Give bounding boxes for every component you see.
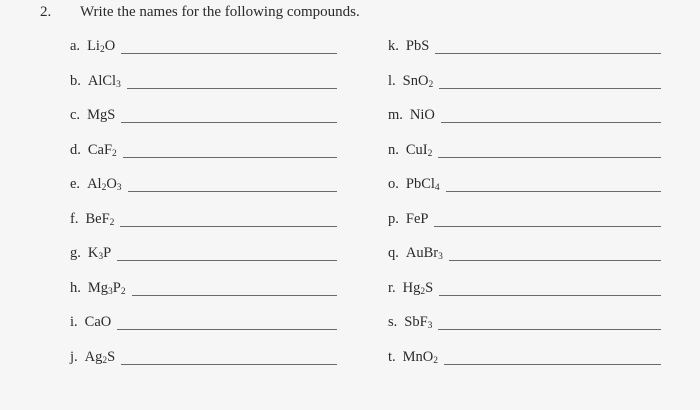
item-letter: a. [70,38,81,54]
compound-item [388,349,438,366]
compound-formula: $Mg_3P_2$ [87,279,126,297]
item-letter: j. [70,348,78,365]
item-letter: c. [70,107,81,123]
compound-item [388,107,435,124]
answer-blank-line[interactable] [117,260,337,261]
compound-item [70,211,114,228]
compound-formula: AuBr$_3$ [405,245,443,262]
compound-item [70,73,121,90]
answer-blank-line[interactable] [120,226,337,227]
answer-blank-line[interactable] [449,260,661,261]
compound-item [388,176,440,193]
question-number: 2. [40,4,52,20]
compound-item [70,280,126,297]
item-letter: d. [70,141,81,158]
item-letter: r. [388,279,396,296]
answer-blank-line[interactable] [438,329,661,330]
compound-item [388,73,433,90]
compound-formula: CaO [84,314,112,330]
answer-blank-line[interactable] [121,122,337,123]
compound-formula: $Hg_2S$ [402,279,434,297]
compound-item [388,142,432,159]
compound-item [388,280,433,297]
answer-blank-line[interactable] [127,88,337,89]
compound-item [388,245,443,262]
answer-blank-line[interactable] [446,191,661,192]
item-letter: e. [70,176,81,192]
answer-blank-line[interactable] [444,364,661,365]
item-letter: t. [388,348,396,365]
compound-item [388,314,432,331]
compound-formula: AlCl$_3$ [87,72,121,90]
answer-blank-line[interactable] [132,295,337,296]
item-letter: l. [388,72,396,89]
compound-formula: $K_3P$ [87,245,112,262]
answer-blank-line[interactable] [117,329,337,330]
item-letter: h. [70,279,81,296]
compound-item [70,245,111,262]
compound-formula: $Ag_2S$ [84,348,116,366]
answer-blank-line[interactable] [435,53,661,54]
compound-item [70,349,115,366]
item-letter: b. [70,72,81,89]
answer-blank-line[interactable] [439,295,661,296]
item-letter: f. [70,210,79,227]
compound-formula: SnO$_2$ [402,72,434,90]
answer-blank-line[interactable] [128,191,337,192]
answer-blank-line[interactable] [434,226,661,227]
compound-item [70,107,115,124]
compound-item [70,176,122,193]
item-letter: m. [388,107,403,123]
answer-blank-line[interactable] [438,157,661,158]
answer-blank-line[interactable] [123,157,337,158]
compound-formula: CuI$_2$ [405,141,433,159]
compound-item [388,211,428,228]
question-prompt: Write the names for the following compounds. [80,4,360,20]
compound-formula: NiO [409,107,435,123]
compound-formula: BeF$_2$ [85,210,115,228]
compound-formula: PbS [405,38,430,54]
item-letter: i. [70,314,78,330]
compound-formula: MnO$_2$ [402,348,439,366]
compound-formula: CaF$_2$ [87,141,117,159]
compound-formula: FeP [405,210,429,227]
answer-blank-line[interactable] [121,364,337,365]
item-letter: g. [70,245,81,261]
compound-item [70,38,115,55]
compound-formula: PbCl$_4$ [405,176,440,193]
item-letter: o. [388,176,399,192]
compound-item [388,38,429,55]
compound-item [70,142,117,159]
compound-item [70,314,111,331]
answer-blank-line[interactable] [121,53,337,54]
item-letter: p. [388,210,399,227]
item-letter: q. [388,245,399,261]
item-letter: s. [388,314,398,330]
compound-formula: SbF$_3$ [404,314,433,331]
compound-formula: $Li_2O$ [87,38,116,55]
answer-blank-line[interactable] [441,122,661,123]
answer-blank-line[interactable] [439,88,661,89]
compound-formula: $Al_2O_3$ [87,176,122,193]
item-letter: k. [388,38,399,54]
item-letter: n. [388,141,399,158]
compound-formula: MgS [87,107,116,123]
